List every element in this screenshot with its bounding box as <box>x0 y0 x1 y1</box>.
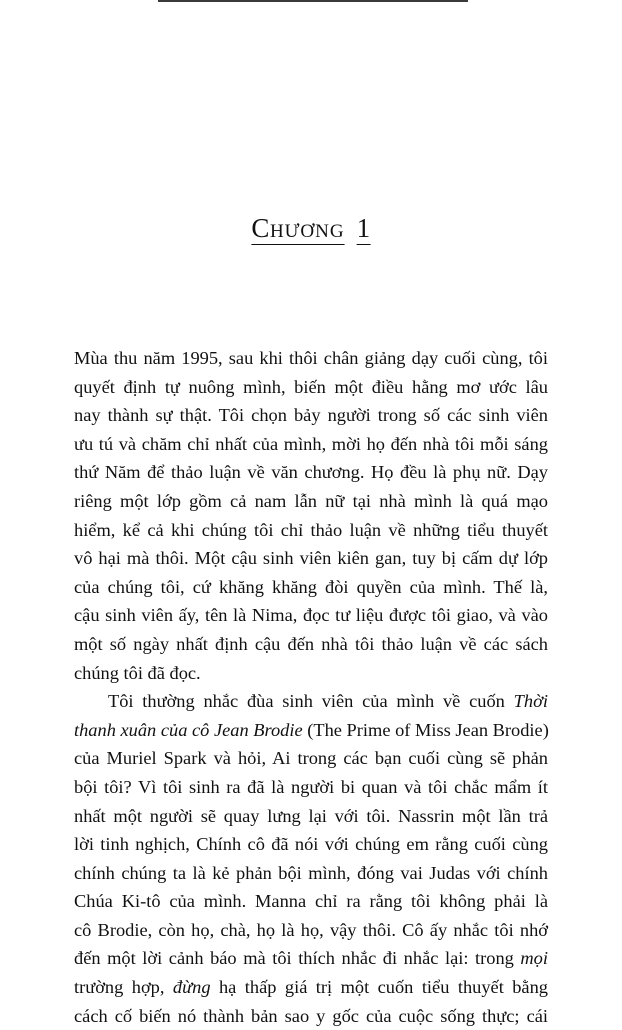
paragraph-1 <box>74 344 548 687</box>
text-line: nay thành sự thật. Tôi chọn bảy người trong số các sinh viên <box>74 405 548 426</box>
text-line: chúng tôi đã đọc. <box>74 662 201 683</box>
chapter-heading <box>0 208 622 252</box>
emphasis-italic: mọi <box>520 948 548 969</box>
text-line: bội tôi? Vì tôi sinh ra đã là người bi quan và tôi chắc mẩm ít <box>74 776 548 797</box>
book-title-italic: thanh xuân của cô Jean Brodie <box>74 719 303 740</box>
book-title-italic: Thời <box>513 691 548 712</box>
paragraph-2 <box>74 687 548 1030</box>
text-line: thứ Năm để thảo luận về văn chương. Họ đều là phụ nữ. Dạy <box>74 462 548 483</box>
text-line <box>74 973 548 1002</box>
text-line <box>74 716 548 745</box>
text-line: chính chúng ta là kẻ phản bội mình, đóng vai Judas với chính <box>74 862 548 883</box>
chapter-word-rest: HƯƠNG <box>269 221 345 242</box>
text-line <box>74 687 548 716</box>
text-line: cách cố biến nó thành bản sao y gốc của cuộc sống thực; cái <box>74 1005 548 1026</box>
top-rule <box>158 0 468 2</box>
text-run: hạ thấp giá trị một cuốn tiểu thuyết bằng <box>210 977 548 998</box>
text-line: cô Brodie, còn họ, chà, họ là họ, vậy thôi. Cô ấy nhắc tôi nhớ <box>74 919 548 940</box>
text-run: (The Prime of Miss Jean Brodie) <box>302 719 549 740</box>
text-line: Chúa Ki-tô của mình. Manna chỉ ra rằng tôi không phải là <box>74 891 548 912</box>
chapter-number: 1 <box>356 213 371 243</box>
text-run: Tôi thường nhắc đùa sinh viên của mình về cuốn <box>108 691 514 712</box>
emphasis-italic: đừng <box>172 977 211 998</box>
text-line: một số ngày nhất định cậu đến nhà tôi thảo luận về các sách <box>74 633 548 654</box>
text-line: Mùa thu năm 1995, sau khi thôi chân giảng dạy cuối cùng, tôi <box>74 348 548 368</box>
text-line: lời tinh nghịch, Chính cô đã nói với chúng em rằng cuối cùng <box>74 834 548 855</box>
text-line: của Muriel Spark và hỏi, Ai trong các bạn cuối cùng sẽ phản <box>74 748 548 769</box>
text-line: quyết định tự nuông mình, biến một điều hằng mơ ước lâu <box>74 376 548 397</box>
text-line <box>74 944 548 973</box>
text-line: nhất một người sẽ quay lưng lại với tôi. Nassrin một lần trả <box>74 805 548 826</box>
text-line: của chúng tôi, cứ khăng khăng đòi quyền của mình. Thế là, <box>74 576 548 597</box>
text-line: vô hại mà thôi. Một cậu sinh viên kiên gan, tuy bị cấm dự lớp <box>74 548 548 569</box>
text-line: cậu sinh viên ấy, tên là Nima, đọc tư liệu được tôi giao, và vào <box>74 605 548 626</box>
text-run: đến một lời cảnh báo mà tôi thích nhắc đi nhắc lại: trong <box>74 948 521 969</box>
body-text <box>74 344 548 1030</box>
text-run: trường hợp, <box>74 977 173 998</box>
text-line: hiểm, kể cả khi chúng tôi chỉ thảo luận về những tiểu thuyết <box>74 519 548 540</box>
chapter-word-initial: C <box>251 213 270 243</box>
text-line: ưu tú và chăm chỉ nhất của mình, mời họ đến nhà tôi mỗi sáng <box>74 433 548 454</box>
text-line: riêng một lớp gồm cả nam lẫn nữ tại nhà mình là quá mạo <box>74 490 548 511</box>
chapter-word <box>251 213 344 243</box>
